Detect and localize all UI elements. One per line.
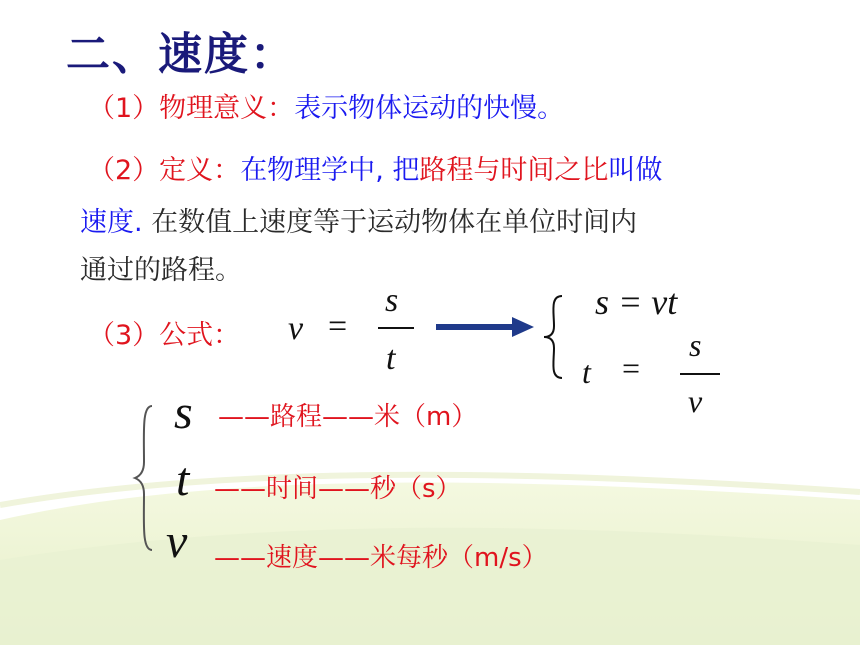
- item-2-seg-2: , 把: [375, 155, 420, 186]
- formula-denominator-t: t: [386, 340, 396, 377]
- legend-symbol-v: v: [166, 515, 188, 568]
- item-1: [88, 86, 564, 125]
- legend-symbol-s: s: [174, 386, 193, 439]
- formula-v: v: [288, 310, 304, 347]
- left-brace-icon: [540, 292, 570, 382]
- item-2-seg-4: 叫做: [608, 155, 663, 186]
- formula-equals: =: [328, 308, 348, 345]
- legend-desc-s: ——路程——米（m）: [218, 402, 478, 432]
- formula-denominator-v: v: [688, 383, 703, 419]
- fraction-bar-2: [680, 373, 720, 375]
- item-3-label: （3）公式：: [88, 320, 241, 351]
- formula-equals-2: =: [622, 350, 641, 386]
- formula-s-equals-vt: s = vt: [595, 282, 678, 322]
- item-2-line-3: 通过的路程。: [80, 255, 242, 286]
- item-1-text: 表示物体运动的快慢。: [294, 93, 565, 124]
- item-2-line-2: [80, 200, 637, 239]
- right-arrow-icon: [436, 314, 536, 340]
- fraction-bar: [378, 327, 414, 329]
- item-2-seg-3: 路程与时间之比: [419, 155, 609, 186]
- item-2-seg-6: 在数值上速度等于运动物体在单位时间内: [142, 207, 638, 238]
- item-1-label: （1）物理意义：: [88, 93, 295, 124]
- formula-t: t: [582, 354, 591, 390]
- item-2-seg-5: 速度.: [80, 207, 143, 238]
- item-2-seg-1: 在物理学中: [240, 155, 376, 186]
- item-2-label: （2）定义：: [88, 155, 241, 186]
- legend-brace-icon: [132, 402, 158, 554]
- legend-symbol-t: t: [176, 453, 190, 506]
- item-2-line-1: [88, 148, 662, 187]
- legend-desc-v: ——速度——米每秒（m/s）: [214, 543, 548, 573]
- legend-desc-t: ——时间——秒（s）: [214, 474, 462, 504]
- formula-numerator-s: s: [385, 282, 399, 319]
- formula-numerator-s-2: s: [689, 327, 702, 363]
- page-title: 二、速度：: [66, 29, 296, 80]
